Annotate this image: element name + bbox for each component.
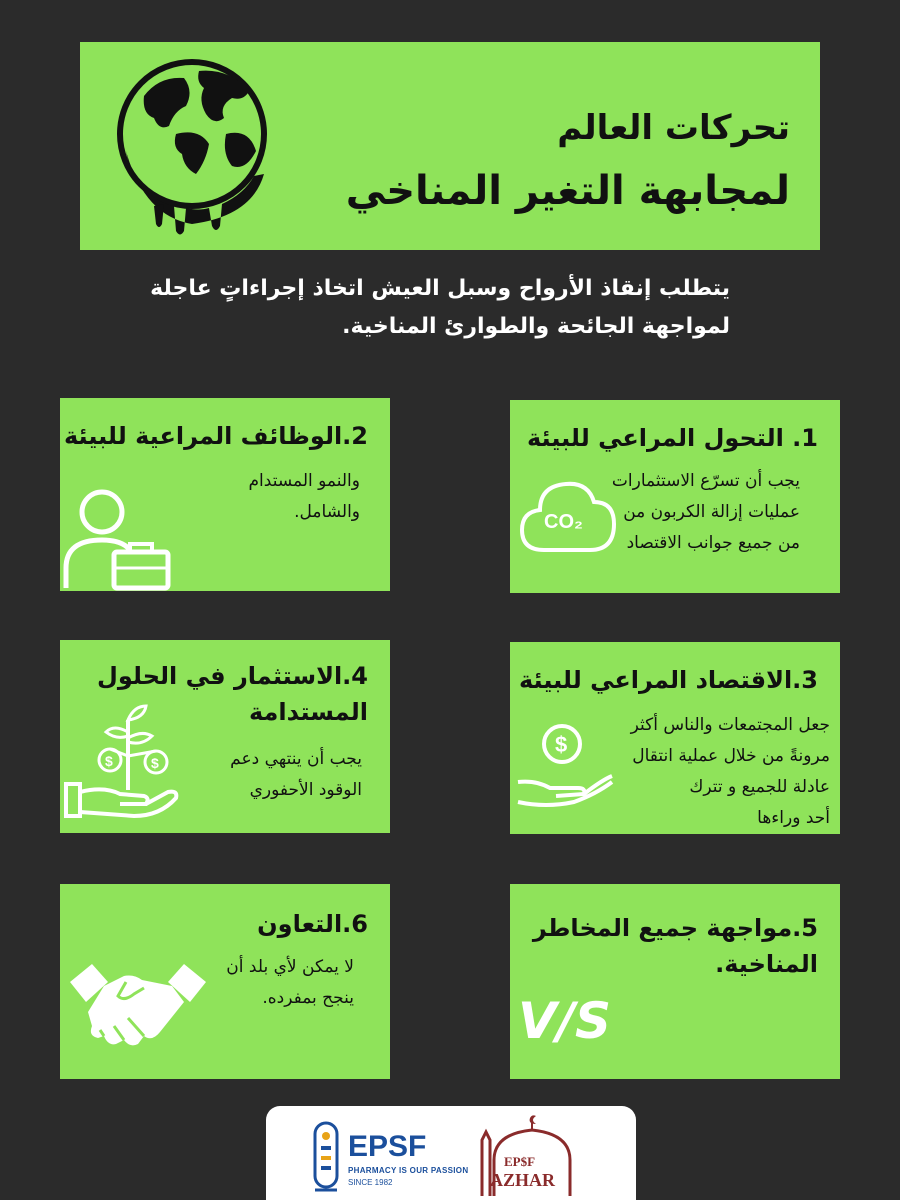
epsf-since: SINCE 1982: [348, 1178, 393, 1187]
card-body: [249, 466, 360, 528]
card-body-line: يجب أن ينتهي دعم: [230, 749, 362, 769]
azhar-top-text: EP$F: [504, 1154, 536, 1169]
worker-briefcase-icon: [62, 488, 174, 590]
card-body: [230, 744, 362, 806]
handshake-icon: [68, 952, 208, 1062]
page-title-line1: تحركات العالم: [557, 108, 790, 148]
card-body: [631, 710, 830, 834]
card-sustainable-investment: [60, 640, 390, 833]
card-green-economy: [510, 642, 840, 834]
card-title: 2.الوظائف المراعية للبيئة: [63, 422, 368, 450]
epsf-tagline: PHARMACY IS OUR PASSION: [348, 1166, 469, 1175]
card-body-line: ينجح بمفرده.: [262, 988, 354, 1008]
card-title: 1. التحول المراعي للبيئة: [526, 424, 818, 452]
card-body-line: يجب أن تسرّع الاستثمارات: [611, 471, 800, 491]
intro-line1: يتطلب إنقاذ الأرواح وسبل العيش اتخاذ إجراءاتٍ عاجلة: [150, 276, 730, 301]
intro-line2: لمواجهة الجائحة والطوارئ المناخية.: [342, 314, 730, 339]
intro-text: [110, 270, 730, 346]
card-body: [612, 466, 800, 559]
card-title: 3.الاقتصاد المراعي للبيئة: [518, 666, 818, 694]
epsf-name: EPSF: [348, 1130, 427, 1163]
card-climate-risks: [510, 884, 840, 1079]
page-title-line2: لمجابهة التغير المناخي: [345, 168, 790, 214]
card-title-line: 4.الاستثمار في الحلول: [97, 662, 368, 690]
card-body-line: عادلة للجميع و تترك: [689, 777, 830, 797]
svg-text:$: $: [555, 732, 568, 757]
card-body-line: لا يمكن لأي بلد أن: [226, 957, 354, 977]
hand-coin-icon: [516, 718, 616, 808]
card-body-line: والنمو المستدام: [248, 471, 360, 491]
card-body: [226, 952, 354, 1014]
card-green-jobs: [60, 398, 390, 591]
melting-globe-icon: [114, 56, 274, 241]
epsf-azhar-logo: [472, 1112, 592, 1198]
card-body-line: والشامل.: [294, 502, 360, 522]
header-banner: [80, 42, 820, 250]
azhar-bottom-text: AZHAR: [490, 1170, 556, 1190]
svg-text:$: $: [105, 753, 113, 769]
card-title: 6.التعاون: [257, 910, 368, 938]
card-body-line: عمليات إزالة الكربون من: [623, 502, 800, 522]
card-title: [533, 910, 818, 982]
card-body-line: الوقود الأحفوري: [249, 780, 362, 800]
card-body-line: مرونةً من خلال عملية انتقال: [632, 746, 830, 766]
card-cooperation: [60, 884, 390, 1079]
versus-icon: [516, 974, 611, 1070]
co2-label: CO₂: [544, 511, 583, 533]
card-title-line: المستدامة: [248, 698, 368, 726]
versus-label: V/S: [518, 992, 611, 1050]
card-title-line: 5.مواجهة جميع المخاطر: [532, 914, 818, 942]
card-body-line: من جميع جوانب الاقتصاد: [626, 533, 800, 553]
footer-logo-bar: [266, 1106, 636, 1200]
epsf-logo: [310, 1120, 480, 1192]
card-body-line: جعل المجتمعات والناس أكثر: [630, 715, 830, 735]
co2-cloud-icon: [514, 468, 620, 568]
svg-text:$: $: [151, 755, 159, 771]
card-green-transition: [510, 400, 840, 593]
card-body-line: أحد وراءها: [757, 808, 830, 828]
plant-hand-money-icon: [64, 700, 182, 822]
epsf-cartouche-icon: [312, 1120, 340, 1192]
card-title-line: المناخية.: [715, 950, 818, 978]
